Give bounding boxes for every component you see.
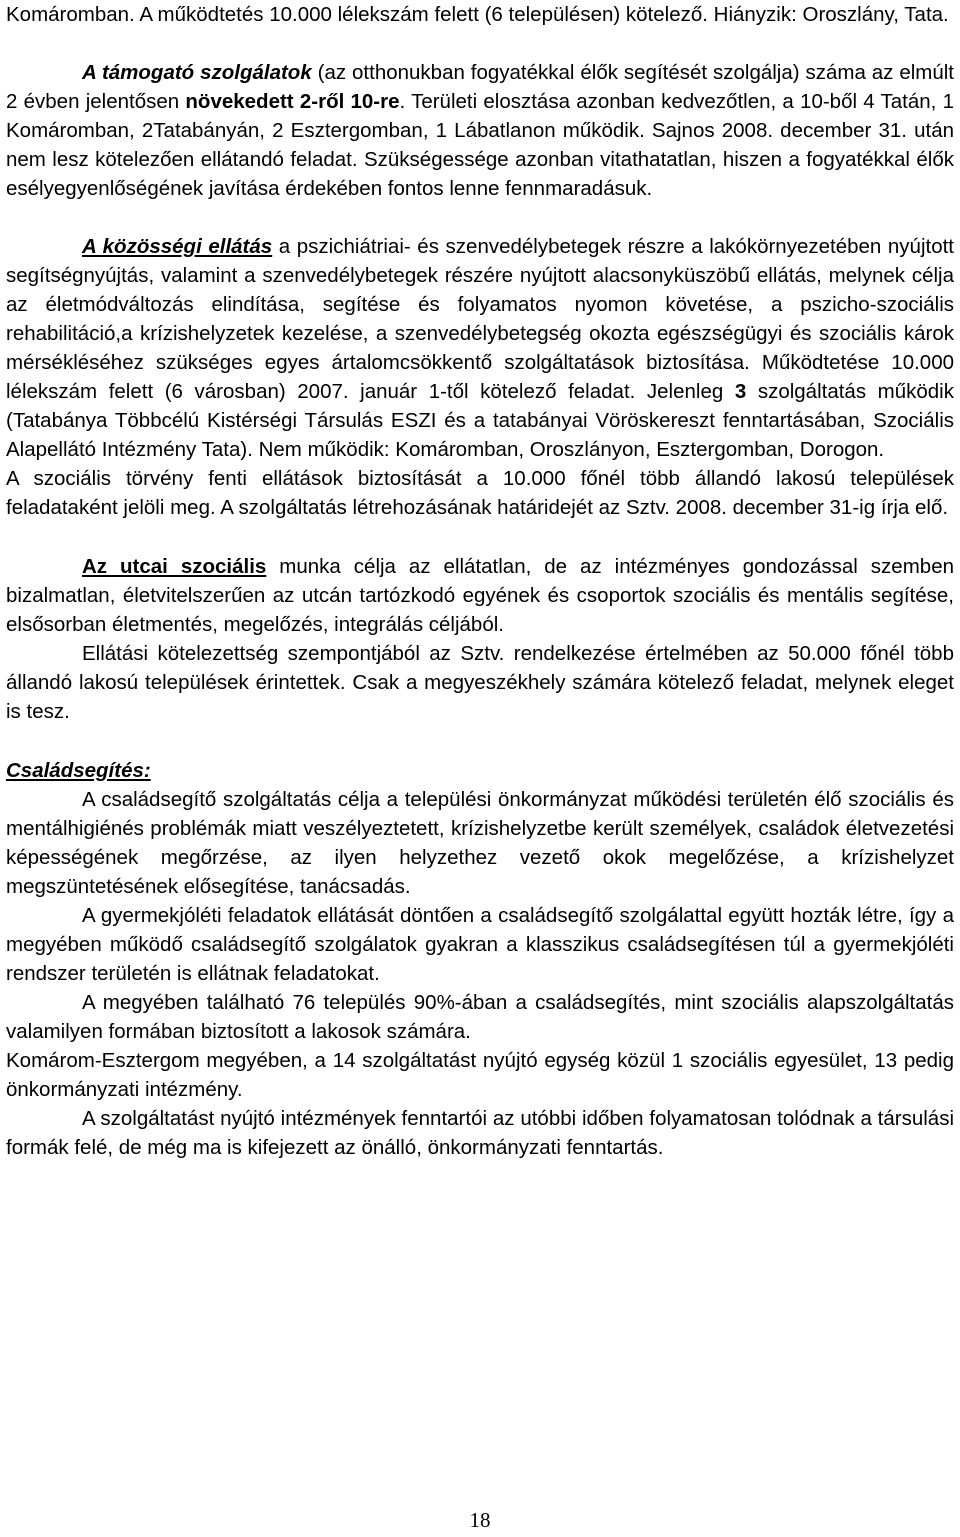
paragraph-family-support: A családsegítő szolgáltatás célja a települési önkormányzat működési területén élő szociális és mentálhigiénés problémák miatt veszélyeztetett, krízishelyzetbe került személyek, családok életvezetési képességének megőrzése, az ilyen helyzethez vezető okok megelőzése, a krízishelyzet megszüntetésének elősegítése, tanácsadás. xyxy=(6,788,954,898)
paragraph-social-law: A szociális törvény fenti ellátások biztosítását a 10.000 főnél több állandó lakosú települések feladataként jelöli meg. A szolgáltatás létrehozásának határidejét az Sztv. 2008. december 31-ig írja elő. xyxy=(6,467,954,519)
document-page xyxy=(6,0,954,1162)
paragraph-obligation: Ellátási kötelezettség szempontjából az Sztv. rendelkezése értelmében az 50.000 főnél több állandó lakosú települések érintettek. Csak a megyeszékhely számára kötelező feladat, melynek eleget is tesz. xyxy=(6,642,954,723)
paragraph-community-care: A közösségi ellátás a pszichiátriai- és szenvedélybetegek részre a lakókörnyezetében nyújtott segítségnyújtás, valamint a szenvedélybetegek részére nyújtott alacsonyküszöbű ellátás, melynek célja az életmódváltozás elindítása, segítése és folyamatos nyomon követése, a pszicho-szociális rehabilitáció,a krízishelyzetek kezelése, a szenvedélybetegség okozta egészségügyi és szociális károk mérsékléséhez szükséges egyes ártalomcsökkentő szolgáltatások biztosítása. Működtetése 10.000 lélekszám felett (6 városban) 2007. január 1-től kötelező feladat. Jelenleg 3 szolgáltatás működik (Tatabánya Többcélú Kistérségi Társulás ESZI és a tatabányai Vöröskereszt fenntartásában, Szociális Alapellátó Intézmény Tata). Nem működik: Komáromban, Oroszlányon, Esztergomban, Dorogon. xyxy=(6,235,955,461)
page-number: 18 xyxy=(469,1508,491,1532)
emphasis-count: 3 xyxy=(734,380,747,403)
paragraph-support-services: A támogató szolgálatok (az otthonukban fogyatékkal élők segítését szolgálja) száma az elmúlt 2 évben jelentősen növekedett 2-ről 10-re. Területi elosztása azonban kedvezőtlen, a 10-ből 4 Tatán, 1 Komáromban, 2Tatabányán, 2 Esztergomban, 1 Lábatlanon működik. Sajnos 2008. december 31. után nem lesz kötelezően ellátandó feladat. Szükségessége azonban vitathatatlan, hiszen a fogyatékkal élők esélyegyenlőségének javítása érdekében fontos lenne fennmaradásuk. xyxy=(6,61,954,200)
emphasis-growth: növekedett 2-ről 10-re xyxy=(185,90,400,113)
paragraph-street-social: Az utcai szociális munka célja az ellátatlan, de az intézményes gondozással szemben bizalmatlan, életvitelszerűen az utcán tartózkodó egyének és csoportok szociális és mentális segítése, elsősorban életmentés, megelőzés, integrálás céljából. xyxy=(6,555,954,636)
term-street-social: Az utcai szociális xyxy=(82,555,267,578)
paragraph-1: Komáromban. A működtetés 10.000 lélekszám felett (6 településen) kötelező. Hiányzik: Oroszlány, Tata. xyxy=(6,3,949,26)
paragraph-units: Komárom-Esztergom megyében, a 14 szolgáltatást nyújtó egység közül 1 szociális egyesület, 13 pedig önkormányzati intézmény. xyxy=(6,1049,954,1101)
section-heading: Családsegítés: xyxy=(6,759,151,782)
term-support-services: A támogató szolgálatok xyxy=(82,61,312,84)
term-community-care: A közösségi ellátás xyxy=(82,235,273,258)
paragraph-child-welfare: A gyermekjóléti feladatok ellátását döntően a családsegítő szolgálattal együtt hozták létre, így a megyében működő családsegítő szolgálatok gyakran a klasszikus családsegítésen túl a gyermekjóléti rendszer területén is ellátnak feladatokat. xyxy=(6,904,954,985)
paragraph-county-coverage: A megyében található 76 település 90%-ában a családsegítés, mint szociális alapszolgáltatás valamilyen formában biztosított a lakosok számára. xyxy=(6,991,954,1043)
paragraph-maintainers: A szolgáltatást nyújtó intézmények fenntartói az utóbbi időben folyamatosan tolódnak a társulási formák felé, de még ma is kifejezett az önálló, önkormányzati fenntartás. xyxy=(6,1107,954,1159)
